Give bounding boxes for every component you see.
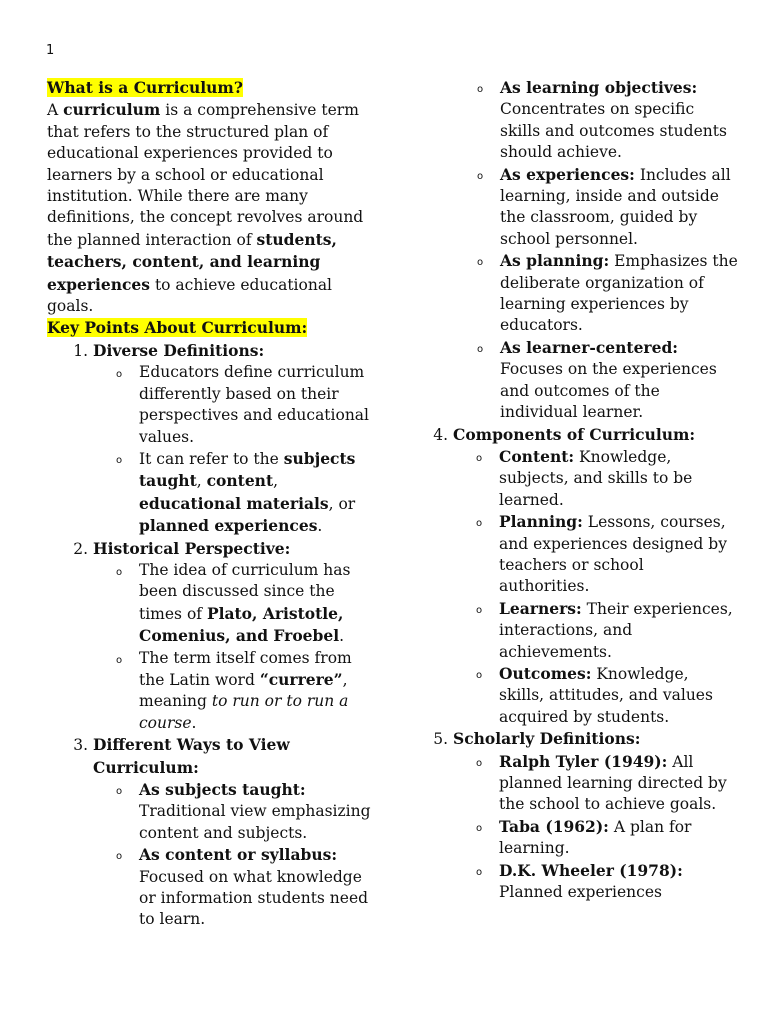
separator: . xyxy=(191,713,197,732)
list-item-text: Includes all learning, inside and outside the classroom, guided by school personnel. xyxy=(500,165,731,248)
list-item-text: , meaning xyxy=(139,670,348,711)
page-number: 1 xyxy=(46,43,55,58)
key-points-list-continued xyxy=(428,424,738,904)
list-item xyxy=(499,663,738,728)
list-item xyxy=(499,860,738,904)
sub-list xyxy=(453,751,738,904)
section-components xyxy=(453,424,738,729)
list-item xyxy=(139,779,377,844)
list-item-text: Their experiences, interactions, and achievements. xyxy=(499,599,733,661)
intro-bold-term: curriculum xyxy=(63,100,161,120)
bold-term: As learner-centered: xyxy=(500,337,679,357)
section-title: Historical Perspective: xyxy=(93,538,291,558)
list-item-text: All planned learning directed by the school to achieve goals. xyxy=(499,752,727,814)
list-item xyxy=(499,598,738,663)
list-item xyxy=(500,337,738,424)
section-ways-to-view xyxy=(93,734,377,931)
bold-term: As subjects taught: xyxy=(139,780,306,799)
separator: , or xyxy=(328,494,356,513)
bold-term: Learners: xyxy=(499,598,582,618)
list-item-text: Planned experiences xyxy=(499,883,662,902)
bold-term: Planning: xyxy=(499,512,583,532)
list-item-text: The term itself comes from the Latin word xyxy=(139,648,352,689)
section-historical-perspective xyxy=(93,538,377,735)
sub-list xyxy=(93,560,377,734)
section-title: Diverse Definitions: xyxy=(93,340,265,360)
list-item xyxy=(500,250,738,337)
list-item-text: Traditional view emphasizing content and subjects. xyxy=(139,802,371,842)
list-item-text: Knowledge, skills, attitudes, and values acquired by students. xyxy=(499,664,713,726)
list-item-text: It can refer to the xyxy=(139,449,284,468)
key-points-heading xyxy=(47,317,377,339)
list-item xyxy=(499,816,738,860)
list-item-text: Focuses on the experiences and outcomes of the individual learner. xyxy=(500,360,717,422)
bold-term: Plato, Aristotle, Comenius, and Froebel xyxy=(139,603,344,646)
section-diverse-definitions xyxy=(93,340,377,538)
bold-term: As experiences: xyxy=(500,164,635,184)
list-item-text: The idea of curriculum has been discussed since the times of xyxy=(139,560,351,623)
bold-term: Taba (1962): xyxy=(499,816,609,836)
bold-term: Content: xyxy=(499,446,575,466)
left-column xyxy=(47,77,377,931)
list-item xyxy=(139,448,377,538)
bold-term: planned experiences xyxy=(139,516,318,536)
list-item-text: Educators define curriculum differently based on their perspectives and educational values. xyxy=(139,363,370,446)
sub-list-continued xyxy=(428,77,738,424)
list-item xyxy=(499,446,738,511)
separator: . xyxy=(339,627,345,646)
bold-term: Ralph Tyler (1949): xyxy=(499,751,668,771)
bold-term: D.K. Wheeler (1978): xyxy=(499,860,683,880)
right-column xyxy=(428,77,738,903)
separator: . xyxy=(317,517,323,536)
section-title: Scholarly Definitions: xyxy=(453,729,641,749)
bold-term: “currere” xyxy=(259,669,343,689)
list-item xyxy=(500,77,738,164)
list-item xyxy=(139,648,377,735)
section-title: Different Ways to View Curriculum: xyxy=(93,735,290,777)
bold-term: As content or syllabus: xyxy=(139,845,338,865)
list-item-text: Focused on what knowledge or information students need to learn. xyxy=(139,867,369,929)
list-item-text: Lessons, courses, and experiences designed by teachers or school authorities. xyxy=(499,513,727,596)
section-title: Components of Curriculum: xyxy=(453,424,696,444)
key-points-list xyxy=(47,340,377,931)
italic-term: to run or to run a course xyxy=(139,692,349,732)
list-item xyxy=(139,844,377,931)
bold-term: educational materials xyxy=(139,493,329,513)
separator: , xyxy=(273,472,279,491)
bold-term: content xyxy=(206,471,274,491)
list-item xyxy=(500,164,738,251)
section-scholarly-definitions xyxy=(453,728,738,903)
list-item xyxy=(139,560,377,648)
list-item xyxy=(139,362,377,448)
bold-term: subjects taught xyxy=(139,448,356,491)
list-item xyxy=(499,511,738,598)
heading-highlight: What is a Curriculum? xyxy=(47,78,243,97)
list-item-text: Emphasizes the deliberate organization of learning experiences by educators. xyxy=(500,252,738,335)
bold-term: As planning: xyxy=(500,251,610,271)
list-item-text: A plan for learning. xyxy=(499,817,692,858)
intro-text: to achieve educational goals. xyxy=(47,275,333,316)
document-heading xyxy=(47,77,377,99)
list-item-text: Concentrates on specific skills and outcomes students should achieve. xyxy=(500,100,727,162)
intro-text: A xyxy=(47,101,64,120)
bold-term: Outcomes: xyxy=(499,663,592,683)
list-item xyxy=(499,751,738,816)
intro-text: is a comprehensive term that refers to the structured plan of educational experiences provided to learners by a school or educational institution. While there are many definitions, the concept revolves around the planned interaction of xyxy=(47,101,364,249)
sub-list xyxy=(93,362,377,537)
intro-bold-term: students, teachers, content, and learning experiences xyxy=(47,229,337,294)
intro-paragraph xyxy=(47,99,377,317)
sub-list xyxy=(93,779,377,931)
bold-term: As learning objectives: xyxy=(500,78,698,97)
separator: , xyxy=(196,472,207,491)
list-item-text: Knowledge, subjects, and skills to be learned. xyxy=(499,447,693,509)
sub-list xyxy=(453,446,738,728)
key-points-highlight: Key Points About Curriculum: xyxy=(47,318,308,338)
